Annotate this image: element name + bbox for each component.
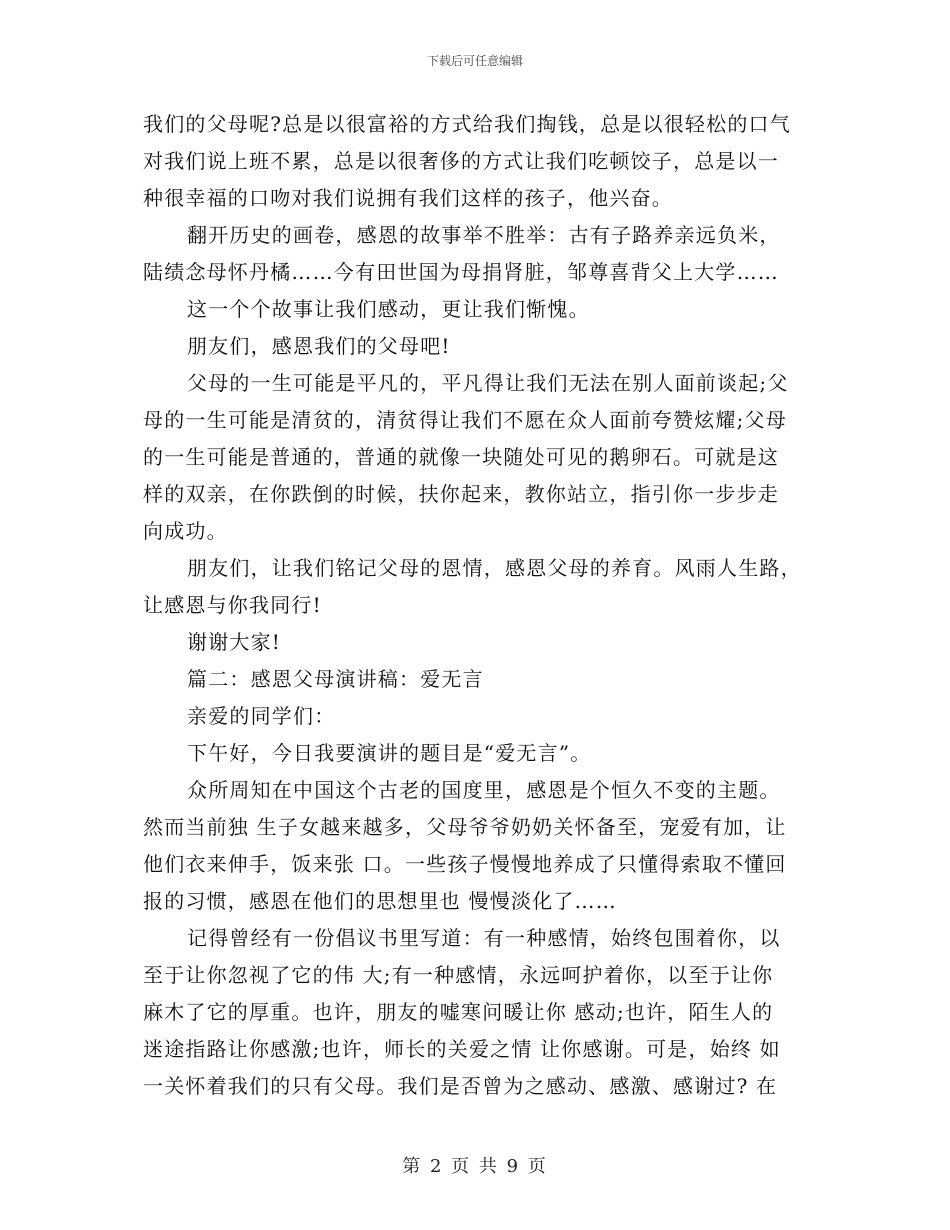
text-line: 报的习惯，感恩在他们的思想里也 慢慢淡化了……	[143, 889, 617, 913]
page-number: 第 2 页 共 9 页	[402, 1156, 548, 1177]
text-line: 的一生可能是普通的，普通的就像一块随处可见的鹅卵石。可就是这	[143, 445, 779, 469]
text-line: 他们衣来伸手，饭来张 口。一些孩子慢慢地养成了只懂得索取不懂回	[143, 852, 787, 876]
text-line: 一关怀着我们的只有父母。我们是否曾为之感动、感激、感谢过? 在	[143, 1074, 778, 1098]
document-body	[143, 106, 803, 1105]
text-line: 亲爱的同学们：	[187, 704, 336, 728]
text-line: 迷途指路让你感激;也许，师长的关爱之情 让你感谢。可是，始终 如	[143, 1037, 781, 1061]
text-line: 翻开历史的画卷，感恩的故事举不胜举：古有子路养亲远负米，	[187, 223, 781, 247]
text-line: 谢谢大家!	[187, 630, 282, 654]
text-line: 陆绩念母怀丹橘……今有田世国为母捐肾脏，邹尊喜背父上大学……	[143, 260, 779, 284]
text-line: 众所周知在中国这个古老的国度里，感恩是个恒久不变的主题。	[187, 778, 781, 802]
text-line: 下午好，今日我要演讲的题目是“爱无言”。	[187, 741, 592, 765]
text-line: 麻木了它的厚重。也许，朋友的嘘寒问暖让你 感动;也许，陌生人的	[143, 1000, 774, 1024]
text-line: 朋友们，感恩我们的父母吧!	[187, 334, 451, 358]
text-line: 记得曾经有一份倡议书里写道：有一种感情，始终包围着你，以	[187, 926, 781, 950]
text-line: 这一个个故事让我们感动，更让我们惭愧。	[187, 297, 590, 321]
text-line: 样的双亲，在你跌倒的时候，扶你起来，教你站立，指引你一步步走	[143, 482, 779, 506]
section-heading: 篇二：感恩父母演讲稿：爱无言	[187, 667, 484, 691]
text-line: 至于让你忽视了它的伟 大;有一种感情，永远呵护着你，以至于让你	[143, 963, 774, 987]
text-line: 我们的父母呢?总是以很富裕的方式给我们掏钱，总是以很轻松的口气	[143, 112, 791, 136]
text-line: 对我们说上班不累，总是以很奢侈的方式让我们吃顿饺子，总是以一	[143, 149, 779, 173]
text-line: 父母的一生可能是平凡的，平凡得让我们无法在别人面前谈起;父	[187, 371, 789, 395]
text-line: 向成功。	[143, 519, 228, 543]
text-line: 然而当前独 生子女越来越多，父母爷爷奶奶关怀备至，宠爱有加，让	[143, 815, 787, 839]
text-line: 母的一生可能是清贫的，清贫得让我们不愿在众人面前夸赞炫耀;父母	[143, 408, 787, 432]
page-header: 下载后可任意编辑	[426, 54, 523, 68]
text-line: 种很幸福的口吻对我们说拥有我们这样的孩子，他兴奋。	[143, 186, 673, 210]
text-line: 让感恩与你我同行!	[143, 593, 322, 617]
text-line: 朋友们，让我们铭记父母的恩情，感恩父母的养育。风雨人生路，	[187, 556, 802, 580]
